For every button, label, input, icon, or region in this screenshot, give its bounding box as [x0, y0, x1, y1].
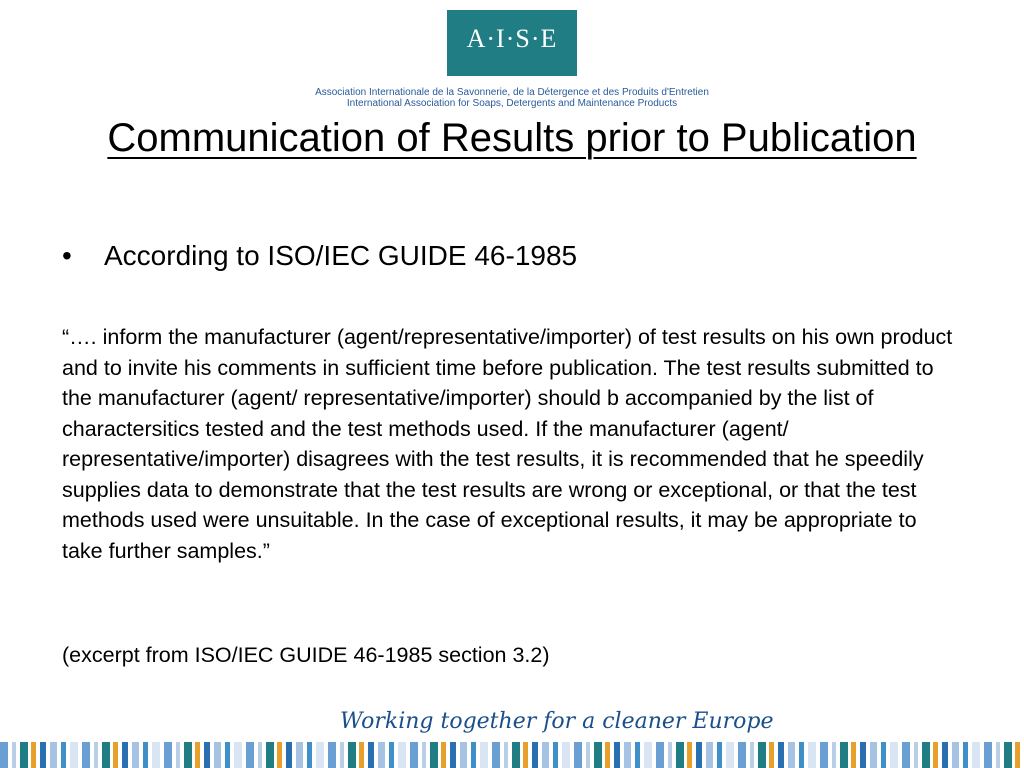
aise-logo [447, 10, 577, 76]
bullet-icon: • [62, 240, 72, 271]
org-name-french: Association Internationale de la Savonnerie, de la Détergence et des Produits d'Entretien [315, 87, 709, 98]
slide-title: Communication of Results prior to Publication [107, 116, 917, 160]
decorative-stripe [0, 742, 1024, 768]
logo-text: A·I·S·E [466, 24, 558, 53]
bullet-text: According to ISO/IEC GUIDE 46-1985 [104, 240, 578, 271]
org-name-english: International Association for Soaps, Detergents and Maintenance Products [346, 98, 678, 109]
footer-tagline: Working together for a cleaner Europe [340, 709, 774, 734]
bullet-item [62, 240, 577, 272]
quote-paragraph: “…. inform the manufacturer (agent/representative/importer) of test results on his own product and to invite his comments in sufficient time before publication. The test results submitted to the manufacturer (agent/ representative/importer) should b accompanied by the list of charactersitics tested and the test methods used. If the manufacturer (agent/ representative/importer) disagrees with the test results, it is recommended that he speedily supplies data to demonstrate that the test results are wrong or exceptional, or that the test methods used were unsuitable. In the case of exceptional results, it may be appropriate to take further samples.” [62, 325, 953, 563]
source-citation: (excerpt from ISO/IEC GUIDE 46-1985 section 3.2) [62, 643, 550, 667]
